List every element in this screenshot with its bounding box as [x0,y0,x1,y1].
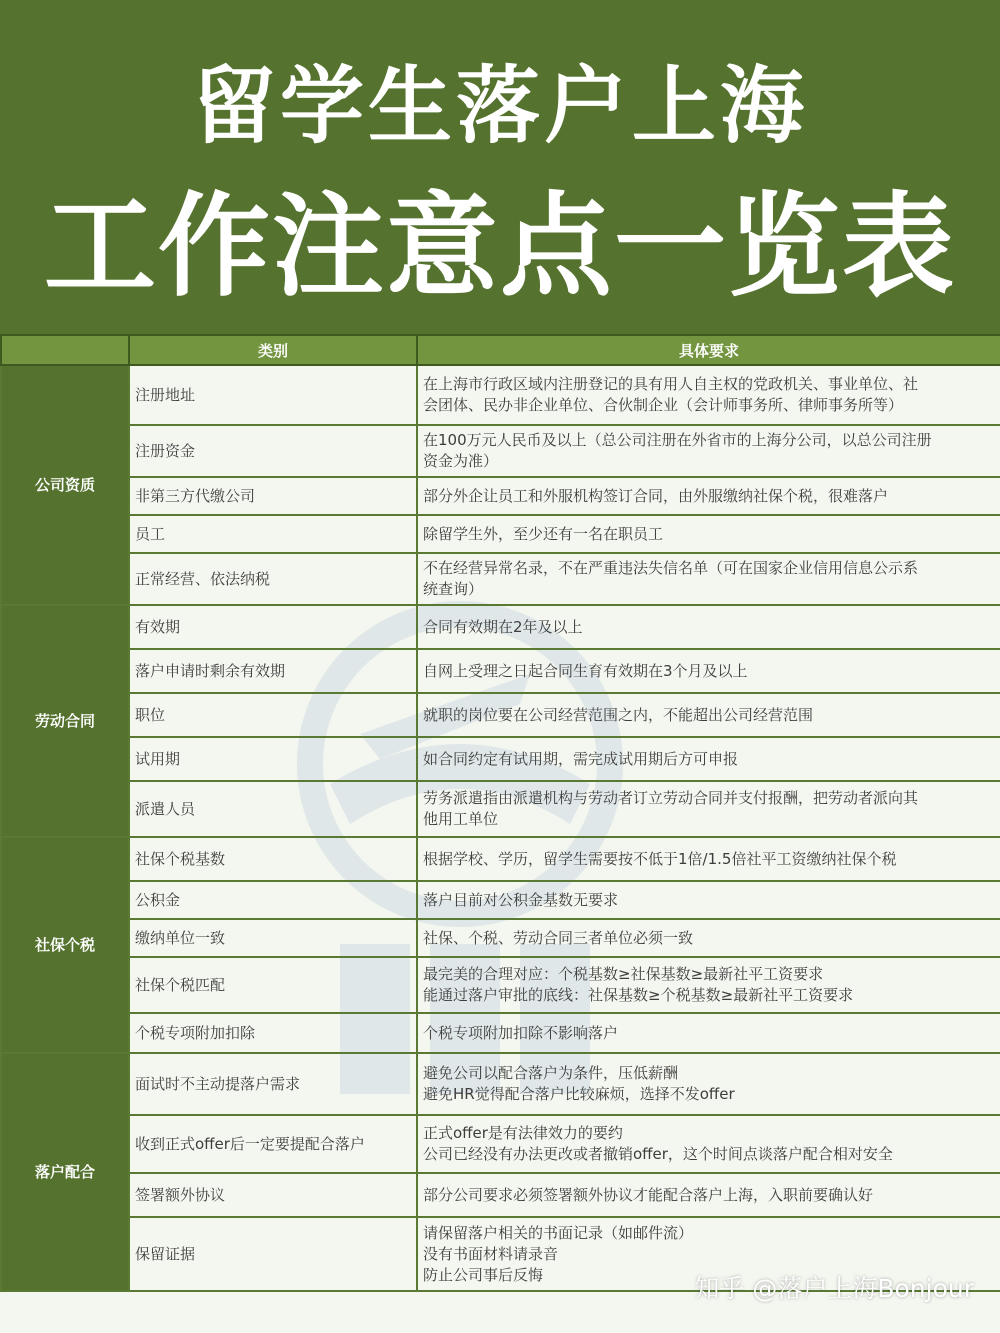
table-row [1,693,1000,737]
requirement-cell [417,957,1000,1013]
requirement-line: 部分公司要求必须签署额外协议才能配合落户上海，入职前要确认好 [423,1185,874,1204]
table-row [1,837,1000,881]
category-cell: 公积金 [129,881,417,919]
column-header-category: 类别 [129,335,417,365]
table-row [1,781,1000,837]
table-row [1,737,1000,781]
requirement-line: 根据学校、学历，留学生需要按不低于1倍/1.5倍社平工资缴纳社保个税 [423,849,897,868]
requirement-cell [417,1053,1000,1115]
category-cell: 社保个税匹配 [129,957,417,1013]
requirement-line: 他用工单位 [423,810,499,828]
table-row [1,365,1000,425]
category-cell: 面试时不主动提落户需求 [129,1053,417,1115]
table-row [1,1115,1000,1173]
category-cell: 签署额外协议 [129,1173,417,1217]
requirement-line: 个税专项附加扣除不影响落户 [423,1023,619,1042]
table-row [1,649,1000,693]
category-cell: 缴纳单位一致 [129,919,417,957]
category-cell: 正常经营、依法纳税 [129,553,417,605]
category-cell: 派遣人员 [129,781,417,837]
table-container [0,334,1000,1333]
requirement-line: 资金为准） [423,452,499,470]
table-row [1,957,1000,1013]
requirement-line: 会团体、民办非企业单位、合伙制企业（会计师事务所、律师事务所等） [423,396,904,414]
category-cell: 社保个税基数 [129,837,417,881]
category-cell: 落户申请时剩余有效期 [129,649,417,693]
requirement-cell [417,919,1000,957]
requirement-cell [417,737,1000,781]
requirement-cell [417,649,1000,693]
column-header-requirement: 具体要求 [417,335,1000,365]
table-row [1,425,1000,477]
table-row [1,515,1000,553]
requirement-line: 最完美的合理对应：个税基数≥社保基数≥最新社平工资要求 [423,965,824,983]
category-cell: 职位 [129,693,417,737]
requirement-line: 就职的岗位要在公司经营范围之内，不能超出公司经营范围 [423,705,814,724]
group-label: 公司资质 [1,365,129,605]
requirement-line: 没有书面材料请录音 [423,1244,559,1263]
table-row [1,553,1000,605]
requirement-line: 在上海市行政区域内注册登记的具有用人自主权的党政机关、事业单位、社 [423,375,919,393]
table-row [1,1013,1000,1053]
group-label: 劳动合同 [1,605,129,837]
category-cell: 保留证据 [129,1217,417,1291]
requirement-cell [417,881,1000,919]
requirement-line: 在100万元人民币及以上（总公司注册在外省市的上海分公司，以总公司注册 [423,431,932,449]
requirements-table [0,334,1000,1292]
page-subtitle: 工作注意点一览表 [44,182,956,312]
requirement-line: 如合同约定有试用期，需完成试用期后方可申报 [423,749,739,768]
requirement-line: 正式offer是有法律效力的要约 [423,1124,623,1142]
requirement-line: 避免公司以配合落户为条件，压低薪酬 [423,1064,679,1082]
credit-watermark: 知乎 @落户上海Bonjour [694,1274,974,1303]
requirement-cell [417,693,1000,737]
category-cell: 试用期 [129,737,417,781]
requirement-line: 请保留落户相关的书面记录（如邮件流） [423,1223,694,1242]
category-cell: 员工 [129,515,417,553]
page-title: 留学生落户上海 [191,57,808,155]
requirement-cell [417,477,1000,515]
requirement-cell [417,515,1000,553]
table-row [1,1173,1000,1217]
requirement-line: 不在经营异常名录，不在严重违法失信名单（可在国家企业信用信息公示系 [423,559,919,577]
group-label: 社保个税 [1,837,129,1053]
column-header-group [1,335,129,365]
table-row [1,881,1000,919]
requirement-cell [417,837,1000,881]
requirement-line: 公司已经没有办法更改或者撤销offer，这个时间点谈落户配合相对安全 [423,1145,893,1163]
category-cell: 个税专项附加扣除 [129,1013,417,1053]
requirement-cell [417,605,1000,649]
requirement-line: 自网上受理之日起合同生育有效期在3个月及以上 [423,661,748,680]
requirement-line: 部分外企让员工和外服机构签订合同，由外服缴纳社保个税，很难落户 [423,486,889,505]
requirement-cell [417,553,1000,605]
requirement-cell [417,425,1000,477]
requirement-cell [417,1115,1000,1173]
table-row [1,1053,1000,1115]
requirement-cell [417,365,1000,425]
category-cell: 有效期 [129,605,417,649]
requirement-cell [417,1173,1000,1217]
category-cell: 非第三方代缴公司 [129,477,417,515]
category-cell: 收到正式offer后一定要提配合落户 [129,1115,417,1173]
group-label: 落户配合 [1,1053,129,1291]
requirement-line: 统查询） [423,580,484,598]
requirement-line: 社保、个税、劳动合同三者单位必须一致 [423,928,694,947]
category-cell: 注册资金 [129,425,417,477]
title-block [0,0,1000,334]
table-header-row [1,335,1000,365]
requirement-line: 防止公司事后反悔 [423,1265,544,1284]
requirement-line: 落户目前对公积金基数无要求 [423,890,619,909]
table-row [1,605,1000,649]
requirement-line: 避免HR觉得配合落户比较麻烦，选择不发offer [423,1085,735,1103]
table-row [1,919,1000,957]
requirement-line: 能通过落户审批的底线：社保基数≥个税基数≥最新社平工资要求 [423,986,854,1004]
requirement-cell [417,781,1000,837]
category-cell: 注册地址 [129,365,417,425]
requirement-cell [417,1013,1000,1053]
requirement-line: 劳务派遣指由派遣机构与劳动者订立劳动合同并支付报酬，把劳动者派向其 [423,789,919,807]
table-row [1,477,1000,515]
requirement-line: 合同有效期在2年及以上 [423,617,583,636]
requirement-line: 除留学生外，至少还有一名在职员工 [423,524,664,543]
